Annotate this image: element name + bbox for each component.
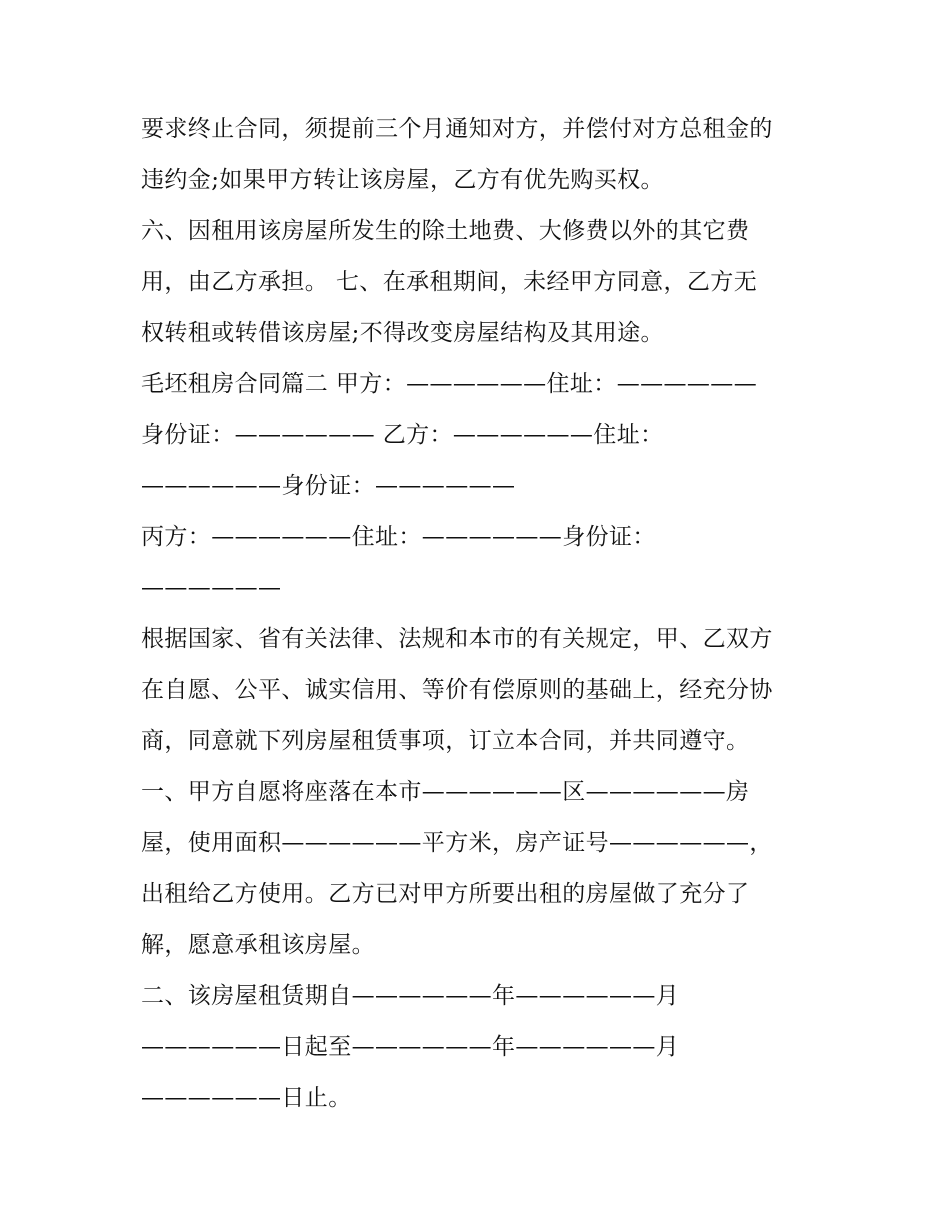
text-line: 权转租或转借该房屋;不得改变房屋结构及其用途。 [141, 320, 664, 346]
text-line: ——————日起至——————年——————月 [141, 1034, 680, 1060]
text-line: 要求终止合同，须提前三个月通知对方，并偿付对方总租金的 [141, 116, 773, 142]
text-line: 商，同意就下列房屋租赁事项，订立本合同，并共同遵守。 [141, 728, 750, 754]
text-line: —————— [141, 575, 282, 601]
text-line: 一、甲方自愿将座落在本市——————区——————房 [141, 779, 750, 805]
text-line: 丙方：——————住址：——————身份证： [141, 524, 656, 550]
text-line: 屋，使用面积——————平方米，房产证号——————， [141, 830, 773, 856]
contract-text-body [141, 104, 821, 1124]
text-line: 二、该房屋租赁期自——————年——————月 [141, 983, 680, 1009]
text-line: 用，由乙方承担。 七、在承租期间，未经甲方同意，乙方无 [141, 269, 758, 295]
text-line: 毛坯租房合同篇二 甲方：——————住址：—————— [141, 371, 758, 397]
text-line: 违约金;如果甲方转让该房屋，乙方有优先购买权。 [141, 167, 664, 193]
text-line: 根据国家、省有关法律、法规和本市的有关规定，甲、乙双方 [141, 626, 773, 652]
text-line: 六、因租用该房屋所发生的除土地费、大修费以外的其它费 [141, 218, 750, 244]
text-line: 在自愿、公平、诚实信用、等价有偿原则的基础上，经充分协 [141, 677, 773, 703]
text-line: 解，愿意承租该房屋。 [141, 932, 375, 958]
text-line: ——————日止。 [141, 1085, 352, 1111]
text-line: ——————身份证：—————— [141, 473, 516, 499]
text-line: 出租给乙方使用。乙方已对甲方所要出租的房屋做了充分了 [141, 881, 750, 907]
text-line: 身份证：—————— 乙方：——————住址： [141, 422, 664, 448]
